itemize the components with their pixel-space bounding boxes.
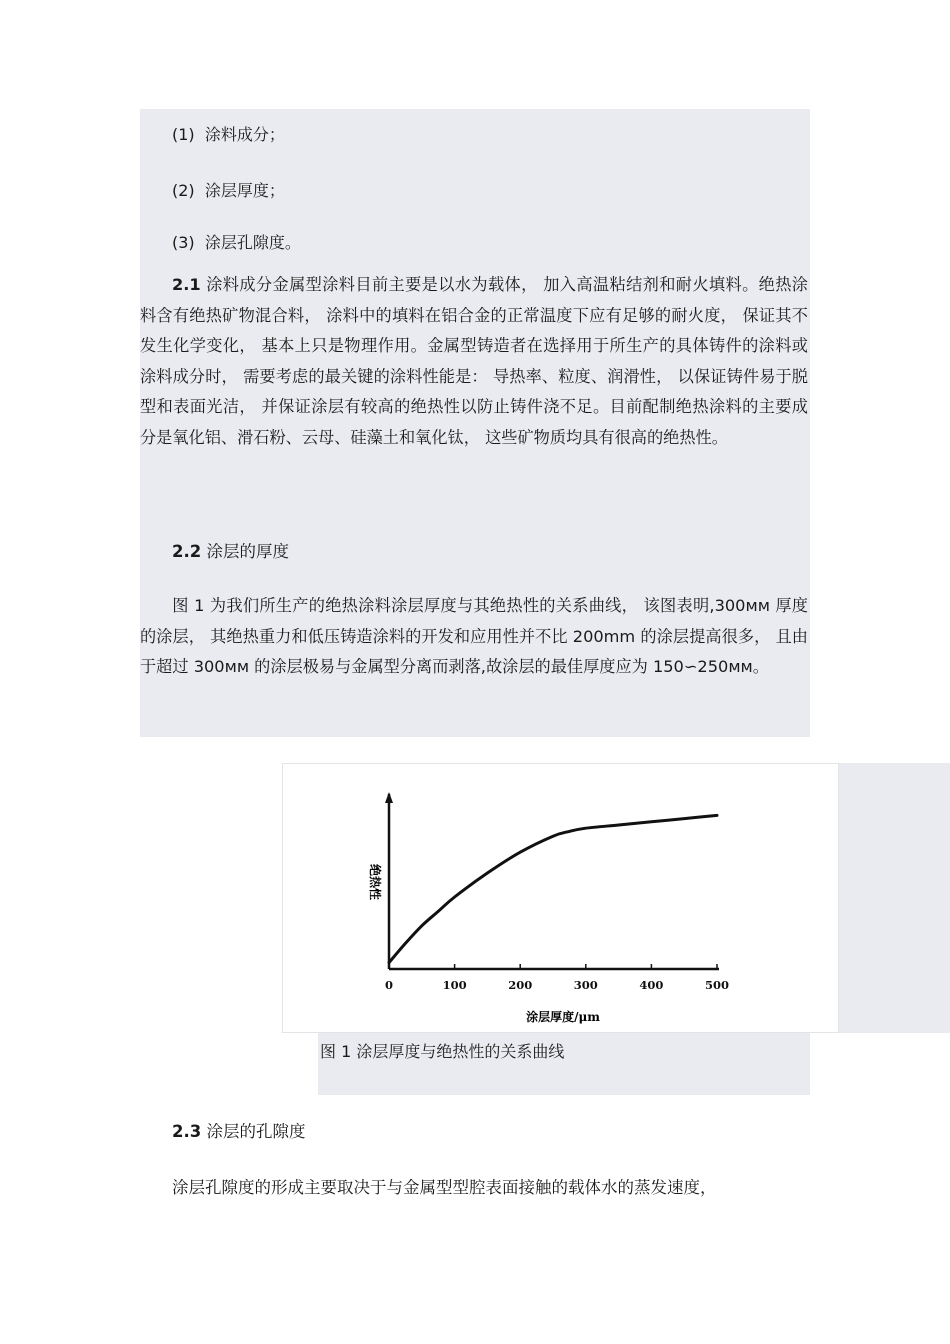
section-2-1-paragraph (140, 270, 808, 454)
list-number: (3) (172, 233, 195, 252)
section-title: 涂层的孔隙度 (206, 1122, 306, 1141)
x-tick-label: 0 (384, 978, 394, 992)
figure-caption: 图 1 涂层厚度与绝热性的关系曲线 (320, 1042, 565, 1061)
x-axis-label: 涂层厚度/μm (526, 1010, 600, 1024)
list-item-2 (172, 181, 285, 201)
y-axis-label: 绝热性 (368, 863, 382, 901)
x-tick-label: 300 (573, 978, 598, 992)
x-tick-label: 100 (442, 978, 467, 992)
list-number: (2) (172, 181, 195, 200)
y-axis-arrow (385, 792, 393, 803)
x-tick-label: 200 (508, 978, 533, 992)
list-text: 涂料成分； (204, 125, 285, 144)
x-tick-label: 400 (639, 978, 664, 992)
list-item-3 (172, 233, 301, 253)
list-item-1 (172, 125, 285, 145)
list-text: 涂层厚度； (204, 181, 285, 200)
section-number: 2.1 (172, 275, 201, 294)
section-2-3-heading (172, 1121, 305, 1143)
figure-frame (282, 763, 839, 1033)
section-number: 2.3 (172, 1122, 202, 1141)
series-line (389, 815, 717, 962)
section-2-2-paragraph (140, 591, 808, 683)
figure-side-shade (839, 763, 950, 1033)
section-text: 涂料成分金属型涂料目前主要是以水为载体， 加入高温粘结剂和耐火填料。绝热涂料含有绝热矿物混合料， 涂料中的填料在铝合金的正常温度下应有足够的耐火度， 保证其不发生化学变化， 基本上只是物理作用。金属型铸造者在选择用于所生产的具体铸件的涂料或涂料成分时， 需要考虑的最关键的涂料性能是： 导热率、粒度、润滑性， 以保证铸件易于脱型和表面光洁， 并保证涂层有较高的绝热性以防止铸件浇不足。目前配制绝热涂料的主要成分是氧化铝、滑石粉、云母、硅藻土和氧化钛， 这些矿物质均具有很高的绝热性。 (140, 275, 808, 447)
thickness-insulation-chart (283, 764, 838, 1032)
list-number: (1) (172, 125, 195, 144)
section-2-3-paragraph: 涂层孔隙度的形成主要取决于与金属型型腔表面接触的载体水的蒸发速度， (172, 1178, 717, 1197)
section-title: 涂层的厚度 (206, 542, 289, 561)
x-tick-label: 500 (704, 978, 730, 992)
list-text: 涂层孔隙度。 (204, 233, 301, 252)
section-text: 图 1 为我们所生产的绝热涂料涂层厚度与其绝热性的关系曲线， 该图表明,300ᴍᴍ 厚度的涂层， 其绝热重力和低压铸造涂料的开发和应用性并不比 200mm 的涂层提高很多， 且由于超过 300ᴍᴍ 的涂层极易与金属型分离而剥落,故涂层的最佳厚度应为 150∽250ᴍᴍ。 (140, 596, 808, 677)
section-number: 2.2 (172, 542, 202, 561)
section-2-2-heading (172, 541, 289, 563)
